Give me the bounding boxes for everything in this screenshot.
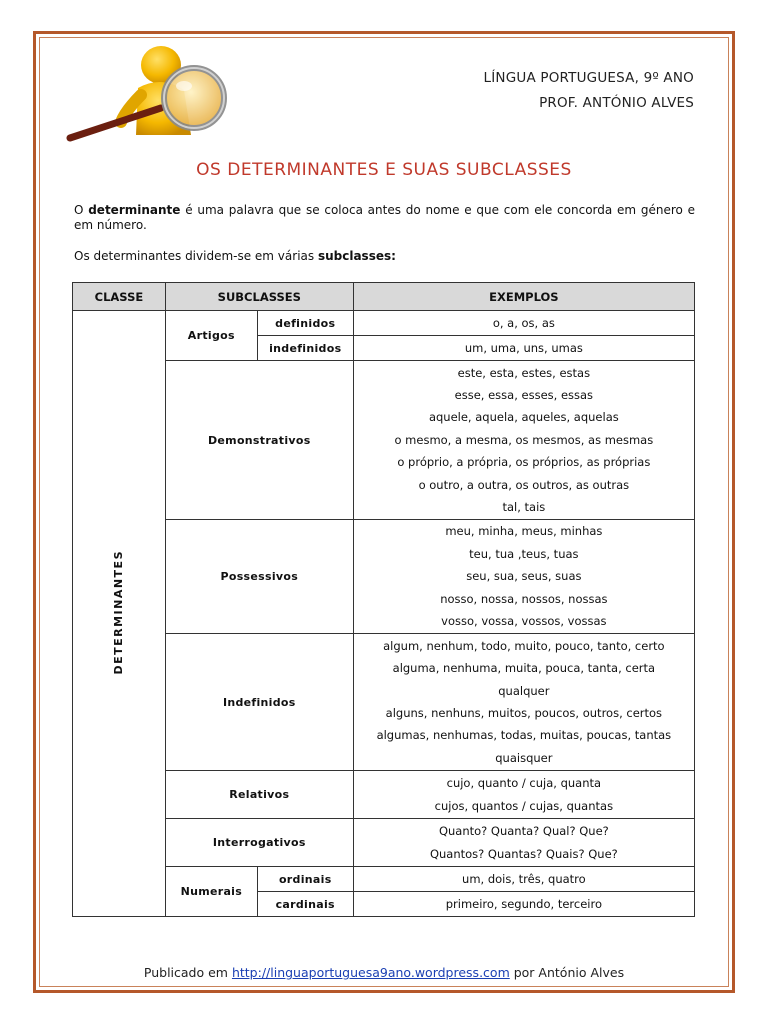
example-line: Quantos? Quantas? Quais? Que? [429, 846, 618, 861]
table-row [73, 819, 695, 867]
example-line: cujo, quanto / cuja, quanta [446, 776, 602, 791]
interrogativos-examples [353, 819, 694, 867]
example-line: seu, sua, seus, suas [466, 569, 582, 584]
possessivos-examples [353, 520, 694, 634]
numerais-ordinais-label: ordinais [257, 867, 353, 892]
subclasses-text: Os determinantes dividem-se em várias [74, 249, 318, 263]
possessivos-label: Possessivos [165, 520, 353, 634]
table-row [73, 771, 695, 819]
example-line: o outro, a outra, os outros, as outras [418, 477, 630, 492]
example-line: alguns, nenhuns, muitos, poucos, outros, certos [385, 706, 663, 720]
example-line: este, esta, estes, estas [457, 365, 591, 380]
footer-prefix: Publicado em [143, 965, 232, 980]
teacher-line: PROF. ANTÓNIO ALVES [539, 95, 694, 111]
table-row [73, 311, 695, 336]
determinants-table [72, 282, 695, 917]
example-line: o mesmo, a mesma, os mesmos, as mesmas [394, 432, 654, 447]
example-line: o próprio, a própria, os próprios, as próprias [397, 455, 651, 470]
demonstrativos-label: Demonstrativos [165, 361, 353, 520]
artigos-definidos-label: definidos [257, 311, 353, 336]
numerais-cardinais-examples: primeiro, segundo, terceiro [353, 892, 694, 917]
example-line: vosso, vossa, vossos, vossas [441, 614, 607, 629]
classe-cell [73, 311, 166, 917]
example-line: teu, tua ,teus, tuas [469, 546, 579, 561]
artigos-indefinidos-examples: um, uma, uns, umas [353, 336, 694, 361]
numerais-label: Numerais [165, 867, 257, 917]
table-row [73, 867, 695, 892]
table-row [73, 361, 695, 520]
artigos-label: Artigos [165, 311, 257, 361]
example-line: cujos, quantos / cujas, quantas [434, 798, 614, 813]
example-line: esse, essa, esses, essas [454, 387, 594, 402]
header-exemplos: EXEMPLOS [353, 283, 694, 311]
header-subclasses: SUBCLASSES [165, 283, 353, 311]
relativos-label: Relativos [165, 771, 353, 819]
example-line: qualquer [498, 683, 550, 698]
numerais-cardinais-label: cardinais [257, 892, 353, 917]
table-row [73, 520, 695, 634]
example-line: algum, nenhum, todo, muito, pouco, tanto, certo [383, 638, 665, 653]
footer [0, 965, 768, 980]
example-line: aquele, aquela, aqueles, aquelas [428, 410, 619, 425]
footer-suffix: por António Alves [509, 965, 625, 980]
header-classe: CLASSE [73, 283, 166, 311]
example-line: nosso, nossa, nossos, nossas [440, 591, 608, 606]
classe-label: DETERMINANTES [112, 549, 126, 675]
table-row [73, 634, 695, 771]
subclasses-bold: subclasses: [317, 249, 396, 263]
footer-link[interactable]: http://linguaportuguesa9ano.wordpress.com [231, 965, 510, 980]
example-line: Quanto? Quanta? Qual? Que? [438, 824, 609, 839]
numerais-ordinais-examples: um, dois, três, quatro [353, 867, 694, 892]
indefinidos-examples [353, 634, 694, 771]
indefinidos-label: Indefinidos [165, 634, 353, 771]
artigos-indefinidos-label: indefinidos [257, 336, 353, 361]
header-info [484, 66, 694, 116]
example-line: meu, minha, meus, minhas [445, 524, 603, 539]
example-line: alguma, nenhuma, muita, pouca, tanta, certa [392, 661, 656, 676]
intro-paragraph [74, 203, 695, 233]
subject-line: LÍNGUA PORTUGUESA, 9º ANO [483, 70, 694, 86]
relativos-examples [353, 771, 694, 819]
interrogativos-label: Interrogativos [165, 819, 353, 867]
page-title: OS DETERMINANTES E SUAS SUBCLASSES [196, 160, 572, 180]
intro-bold-term: determinante [88, 203, 181, 217]
table-header-row [73, 283, 695, 311]
example-line: quaisquer [495, 750, 553, 765]
intro-text-start: O [74, 203, 89, 217]
demonstrativos-examples [353, 361, 694, 520]
subclasses-paragraph [74, 249, 695, 264]
example-line: algumas, nenhumas, todas, muitas, poucas, tantas [376, 728, 672, 743]
artigos-definidos-examples: o, a, os, as [353, 311, 694, 336]
intro-text-rest: é uma palavra que se coloca antes do nome e que com ele concorda em género e em número. [74, 203, 695, 232]
example-line: tal, tais [502, 500, 546, 515]
magnifying-glass-figure-icon [66, 40, 236, 145]
